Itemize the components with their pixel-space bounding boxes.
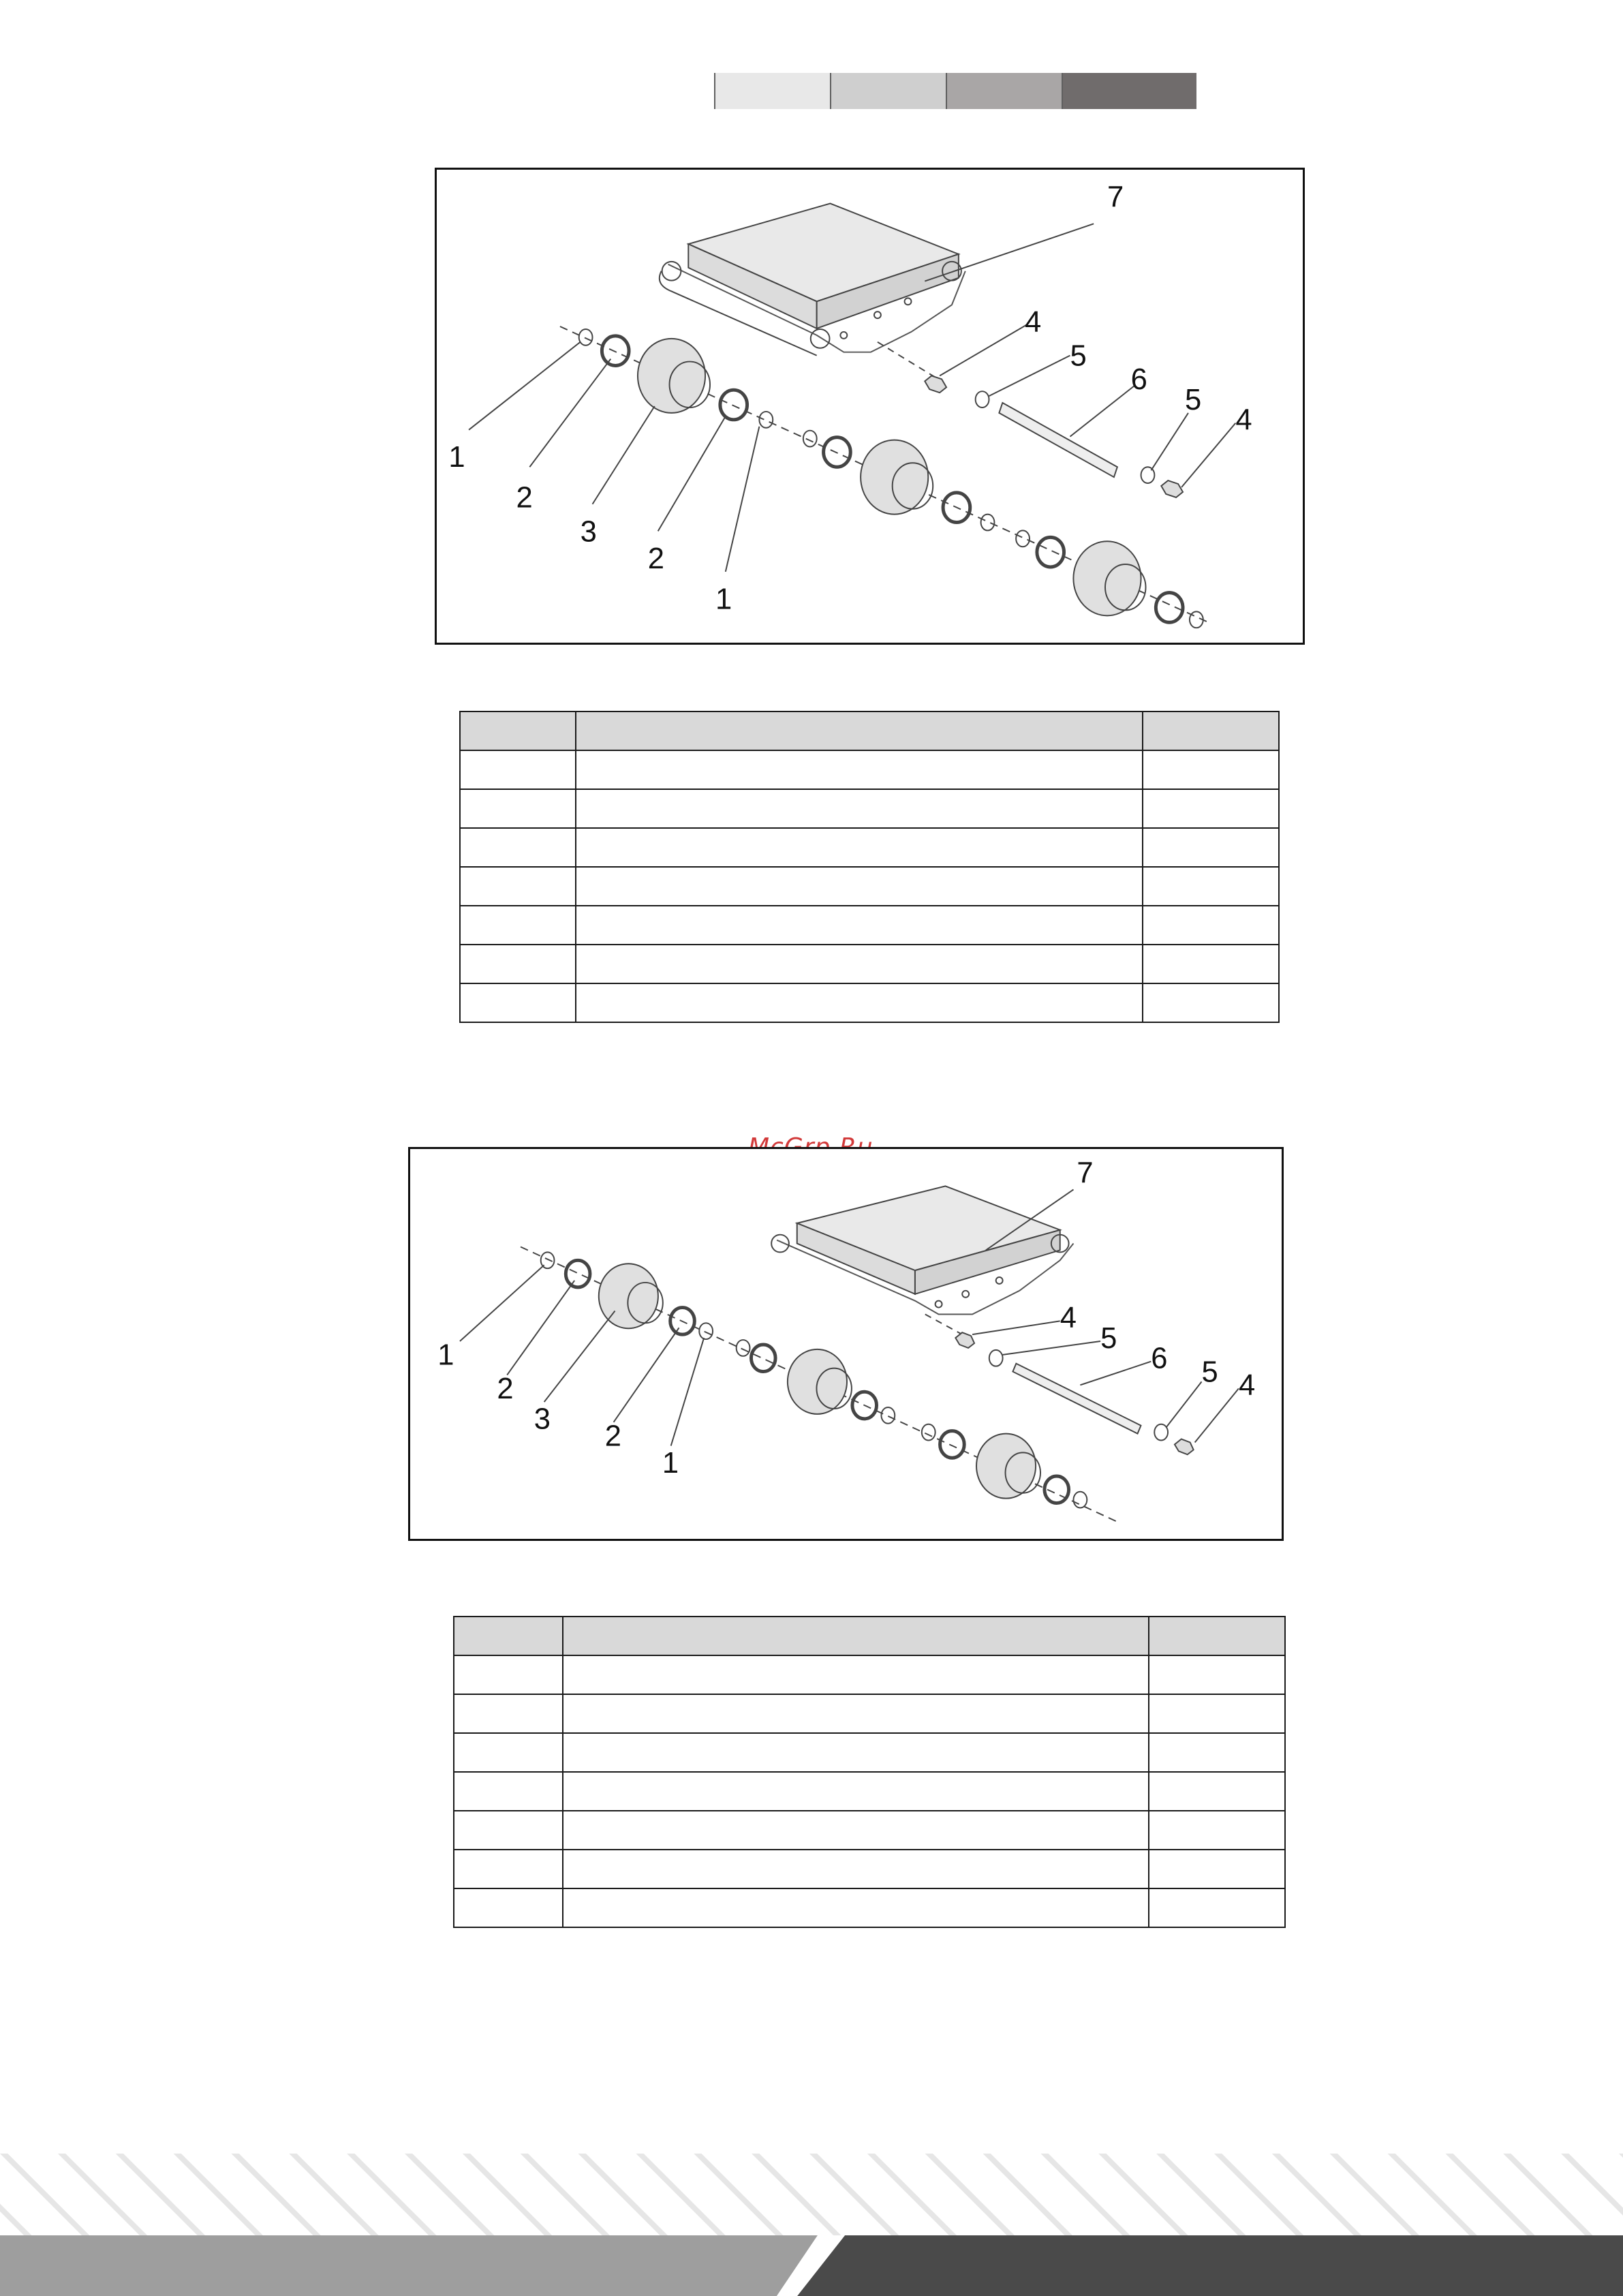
callout-4b: 4 <box>1235 403 1252 437</box>
cell <box>563 1811 1149 1850</box>
cell <box>454 1733 563 1772</box>
table-row <box>454 1850 1285 1888</box>
callout-3: 3 <box>580 515 597 549</box>
callout-1: 1 <box>437 1338 454 1372</box>
callout-4: 4 <box>1025 305 1042 339</box>
swatch-dark <box>1062 73 1196 109</box>
cell <box>563 1733 1149 1772</box>
cell <box>454 1772 563 1811</box>
callout-5b: 5 <box>1185 383 1202 416</box>
footer-graphic <box>0 2154 1623 2296</box>
header-cell <box>1149 1617 1285 1655</box>
cell <box>460 983 576 1022</box>
callout-6: 6 <box>1130 363 1147 397</box>
cell <box>1149 1811 1285 1850</box>
swatch-mid-light <box>830 73 946 109</box>
callout-2b: 2 <box>647 542 665 575</box>
footer-stripes <box>0 2154 1623 2235</box>
cell <box>1143 945 1279 983</box>
table-row <box>460 983 1279 1022</box>
cell <box>576 750 1143 789</box>
cell <box>460 945 576 983</box>
callout-5: 5 <box>1070 339 1087 373</box>
cell <box>1149 1694 1285 1733</box>
cell <box>576 906 1143 945</box>
cell <box>576 983 1143 1022</box>
footer-dark-band <box>797 2235 1623 2296</box>
cell <box>454 1655 563 1694</box>
cell <box>454 1888 563 1927</box>
cell <box>460 867 576 906</box>
callout-2b: 2 <box>604 1420 621 1453</box>
cell <box>460 906 576 945</box>
header-cell <box>563 1617 1149 1655</box>
color-swatch-bar <box>714 73 1196 109</box>
table-row <box>454 1811 1285 1850</box>
cell <box>454 1811 563 1850</box>
exploded-diagram-2 <box>408 1147 1284 1541</box>
table-row <box>460 750 1279 789</box>
cell <box>460 750 576 789</box>
table-row <box>460 828 1279 867</box>
cell <box>1149 1772 1285 1811</box>
cell <box>1149 1850 1285 1888</box>
cell <box>1143 789 1279 828</box>
cell <box>563 1888 1149 1927</box>
header-cell <box>1143 711 1279 750</box>
table-row <box>454 1655 1285 1694</box>
callout-5: 5 <box>1100 1321 1117 1355</box>
cell <box>563 1850 1149 1888</box>
cell <box>563 1772 1149 1811</box>
exploded-diagram-1 <box>435 168 1305 645</box>
cell <box>1143 983 1279 1022</box>
table-row <box>454 1733 1285 1772</box>
table-row <box>454 1694 1285 1733</box>
exploded-view-drawing <box>410 1149 1282 1539</box>
cell <box>563 1694 1149 1733</box>
cell <box>1143 906 1279 945</box>
cell <box>460 828 576 867</box>
table-row <box>460 867 1279 906</box>
cell <box>576 828 1143 867</box>
cell <box>576 789 1143 828</box>
cell <box>576 867 1143 906</box>
callout-2: 2 <box>497 1373 514 1406</box>
callout-1: 1 <box>448 441 465 474</box>
callout-4b: 4 <box>1238 1369 1256 1403</box>
table-row <box>460 789 1279 828</box>
callout-5b: 5 <box>1201 1356 1218 1389</box>
callout-4: 4 <box>1060 1302 1077 1335</box>
header-cell <box>576 711 1143 750</box>
callout-2: 2 <box>516 481 533 515</box>
cell <box>460 789 576 828</box>
cell <box>1149 1888 1285 1927</box>
cell <box>1149 1733 1285 1772</box>
footer-light-band <box>0 2235 818 2296</box>
callout-7: 7 <box>1107 181 1124 214</box>
callout-7: 7 <box>1077 1157 1094 1190</box>
cell <box>563 1655 1149 1694</box>
table-row <box>460 906 1279 945</box>
cell <box>1143 828 1279 867</box>
cell <box>454 1694 563 1733</box>
header-cell <box>460 711 576 750</box>
parts-table-2 <box>453 1616 1286 1928</box>
cell <box>1143 867 1279 906</box>
table-header-row <box>460 711 1279 750</box>
callout-1b: 1 <box>662 1447 679 1480</box>
table-row <box>454 1772 1285 1811</box>
cell <box>454 1850 563 1888</box>
table-header-row <box>454 1617 1285 1655</box>
exploded-view-drawing <box>437 170 1303 643</box>
header-cell <box>454 1617 563 1655</box>
cell <box>1149 1655 1285 1694</box>
callout-3: 3 <box>534 1403 551 1436</box>
table-row <box>454 1888 1285 1927</box>
parts-table-1 <box>459 711 1280 1023</box>
cell <box>576 945 1143 983</box>
callout-6: 6 <box>1151 1342 1168 1375</box>
cell <box>1143 750 1279 789</box>
swatch-mid-dark <box>946 73 1062 109</box>
callout-1b: 1 <box>715 583 732 616</box>
page-footer-band <box>0 2154 1623 2296</box>
swatch-light <box>714 73 830 109</box>
table-row <box>460 945 1279 983</box>
